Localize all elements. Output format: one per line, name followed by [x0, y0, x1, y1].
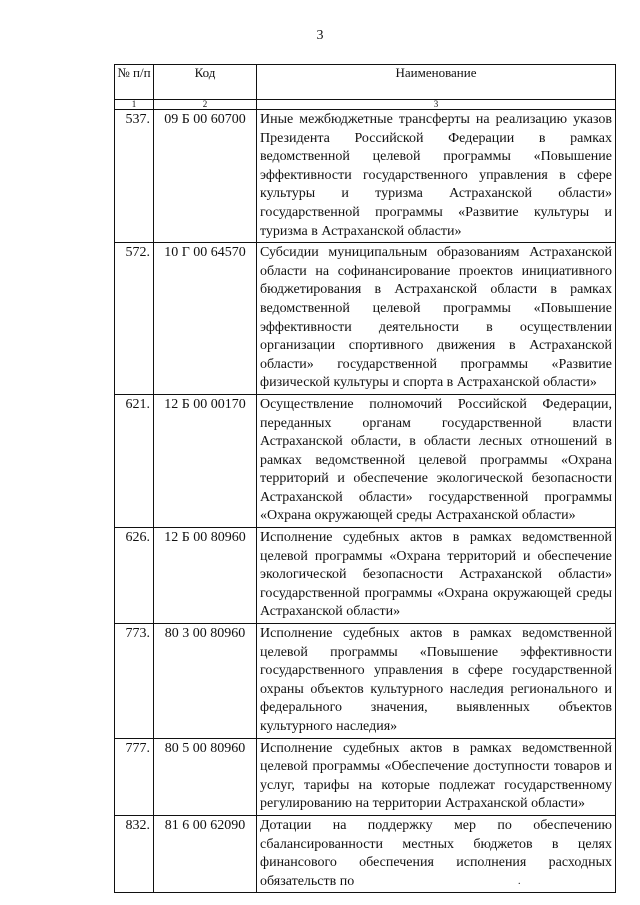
row-code: 80 5 00 80960: [154, 738, 257, 815]
header-name: Наименование: [257, 65, 616, 100]
header-num: № п/п: [115, 65, 154, 100]
row-number: 777.: [115, 738, 154, 815]
column-index-1: 1: [115, 100, 154, 110]
row-number: 572.: [115, 243, 154, 395]
row-code: 10 Г 00 64570: [154, 243, 257, 395]
row-code: 09 Б 00 60700: [154, 110, 257, 243]
header-code: Код: [154, 65, 257, 100]
column-index-2: 2: [154, 100, 257, 110]
row-code: 81 6 00 62090: [154, 815, 257, 892]
row-name: Субсидии муниципальным образованиям Астраханской области на софинансирование проектов инициативного бюджетирования в Астраханской области в рамках ведомственной целевой программы «Повышение эффективности деятельности в осуществлении организации спортивного движения в Астраханской области» государственной программы «Развитие физической культуры и спорта в Астраханской области»: [257, 243, 616, 395]
table-row: [115, 528, 616, 624]
table-row: [115, 624, 616, 739]
row-code: 12 Б 00 00170: [154, 394, 257, 527]
column-index-3: 3: [257, 100, 616, 110]
row-number: 773.: [115, 624, 154, 739]
row-name: Исполнение судебных актов в рамках ведомственной целевой программы «Охрана территорий и обеспечение экологической безопасности Астраханской области» государственной программы «Охрана окружающей среды Астраханской области»: [257, 528, 616, 624]
table-row: [115, 815, 616, 892]
footer-mark: .: [518, 876, 521, 887]
budget-code-table: [114, 64, 616, 893]
row-code: 12 Б 00 80960: [154, 528, 257, 624]
row-code: 80 3 00 80960: [154, 624, 257, 739]
row-name: Иные межбюджетные трансферты на реализацию указов Президента Российской Федерации в рамках ведомственной целевой программы «Повышение эффективности государственного управления в сфере культуры и туризма Астраханской области» государственной программы «Развитие культуры и туризма в Астраханской области»: [257, 110, 616, 243]
row-name: Исполнение судебных актов в рамках ведомственной целевой программы «Обеспечение доступности товаров и услуг, тарифы на которые подлежат государственному регулированию на территории Астраханской области»: [257, 738, 616, 815]
row-name: Дотации на поддержку мер по обеспечению сбалансированности местных бюджетов в целях финансового обеспечения исполнения расходных обязательств по: [257, 815, 616, 892]
table-row: [115, 110, 616, 243]
column-index-row: [115, 100, 616, 110]
row-number: 832.: [115, 815, 154, 892]
row-name: Осуществление полномочий Российской Федерации, переданных органам государственной власти Астраханской области, в области лесных отношений в рамках ведомственной целевой программы «Охрана территорий и обеспечение экологической безопасности Астраханской области» государственной программы «Охрана окружающей среды Астраханской области»: [257, 394, 616, 527]
page-number: 3: [316, 28, 324, 43]
row-name: Исполнение судебных актов в рамках ведомственной целевой программы «Повышение эффективности государственного управления в сфере государственной охраны объектов культурного наследия регионального и федерального значения, выявленных объектов культурного наследия»: [257, 624, 616, 739]
row-number: 537.: [115, 110, 154, 243]
table-header-row: [115, 65, 616, 100]
table-row: [115, 738, 616, 815]
row-number: 621.: [115, 394, 154, 527]
row-number: 626.: [115, 528, 154, 624]
table-row: [115, 394, 616, 527]
table-row: [115, 243, 616, 395]
